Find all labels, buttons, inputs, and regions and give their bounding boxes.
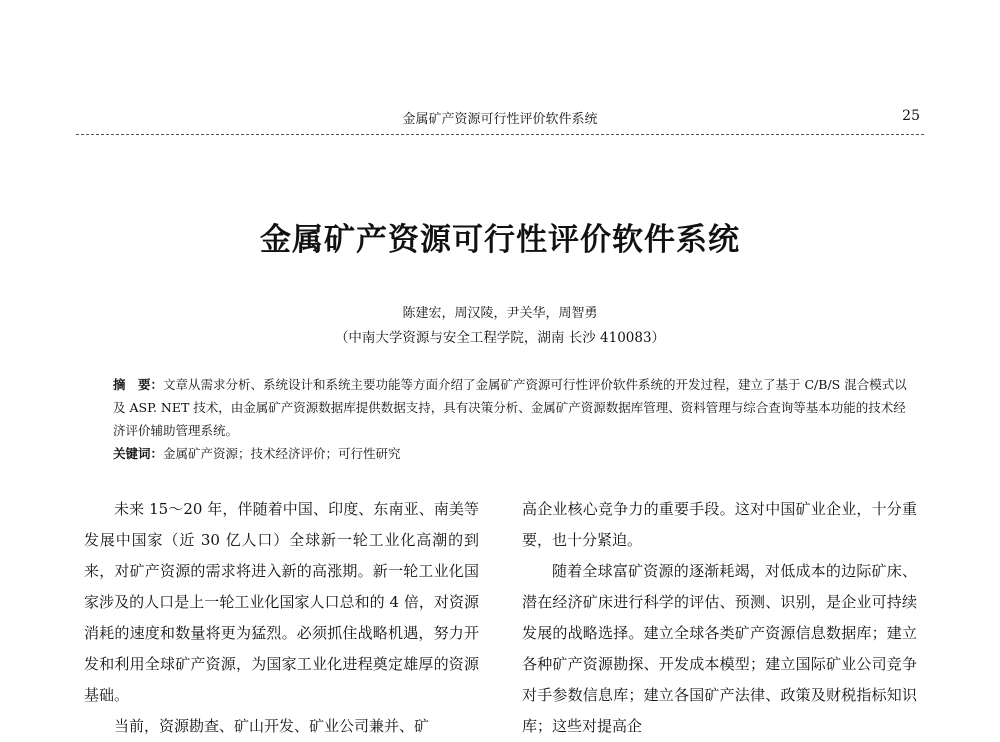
running-title: 金属矿产资源可行性评价软件系统 — [402, 112, 598, 127]
body-column-right — [522, 494, 917, 742]
running-header — [76, 104, 924, 135]
body-paragraph: 未来 15～20 年，伴随着中国、印度、东南亚、南美等发展中国家（近 30 亿人口）全球新一轮工业化高潮的到来，对矿产资源的需求将进入新的高涨期。新一轮工业化国家涉及的人口是上一轮工业化国家人口总和的 4 倍，对资源消耗的速度和数量将更为猛烈。必须抓住战略机遇，努力开发和利用全球矿产资源，为国家工业化进程奠定雄厚的资源基础。 — [84, 500, 479, 704]
keywords-label: 关键词： — [113, 446, 164, 461]
body-column-left — [84, 494, 479, 742]
abstract-label: 摘 要： — [113, 377, 164, 392]
keywords — [113, 442, 913, 465]
keywords-text: 金属矿产资源；技术经济评价；可行性研究 — [163, 446, 401, 461]
body-paragraph: 当前，资源勘查、矿山开发、矿业公司兼并、矿 — [114, 717, 430, 735]
abstract — [113, 373, 913, 442]
affiliation: （中南大学资源与安全工程学院，湖南 长沙 410083） — [334, 330, 666, 346]
authors: 陈建宏，周汉陵，尹关华，周智勇 — [402, 306, 598, 321]
body-paragraph: 随着全球富矿资源的逐渐耗竭，对低成本的边际矿床、潜在经济矿床进行科学的评估、预测、识别，是企业可持续发展的战略选择。建立全球各类矿产资源信息数据库；建立各种矿产资源勘探、开发成本模型；建立国际矿业公司竞争对手参数信息库；建立各国矿产法律、政策及财税指标知识库；这些对提高企 — [522, 562, 917, 735]
page-number: 25 — [902, 108, 920, 124]
paper-title: 金属矿产资源可行性评价软件系统 — [260, 222, 740, 258]
abstract-text: 文章从需求分析、系统设计和系统主要功能等方面介绍了金属矿产资源可行性评价软件系统的开发过程，建立了基于 C/B/S 混合模式以及 ASP. NET 技术，由金属矿产资源数据库提供数据支持，具有决策分析、金属矿产资源数据库管理、资料管理与综合查询等基本功能的技术经济评价辅助管理系统。 — [113, 377, 907, 438]
body-paragraph: 高企业核心竞争力的重要手段。这对中国矿业企业，十分重要，也十分紧迫。 — [522, 500, 917, 549]
abstract-block — [113, 373, 913, 465]
